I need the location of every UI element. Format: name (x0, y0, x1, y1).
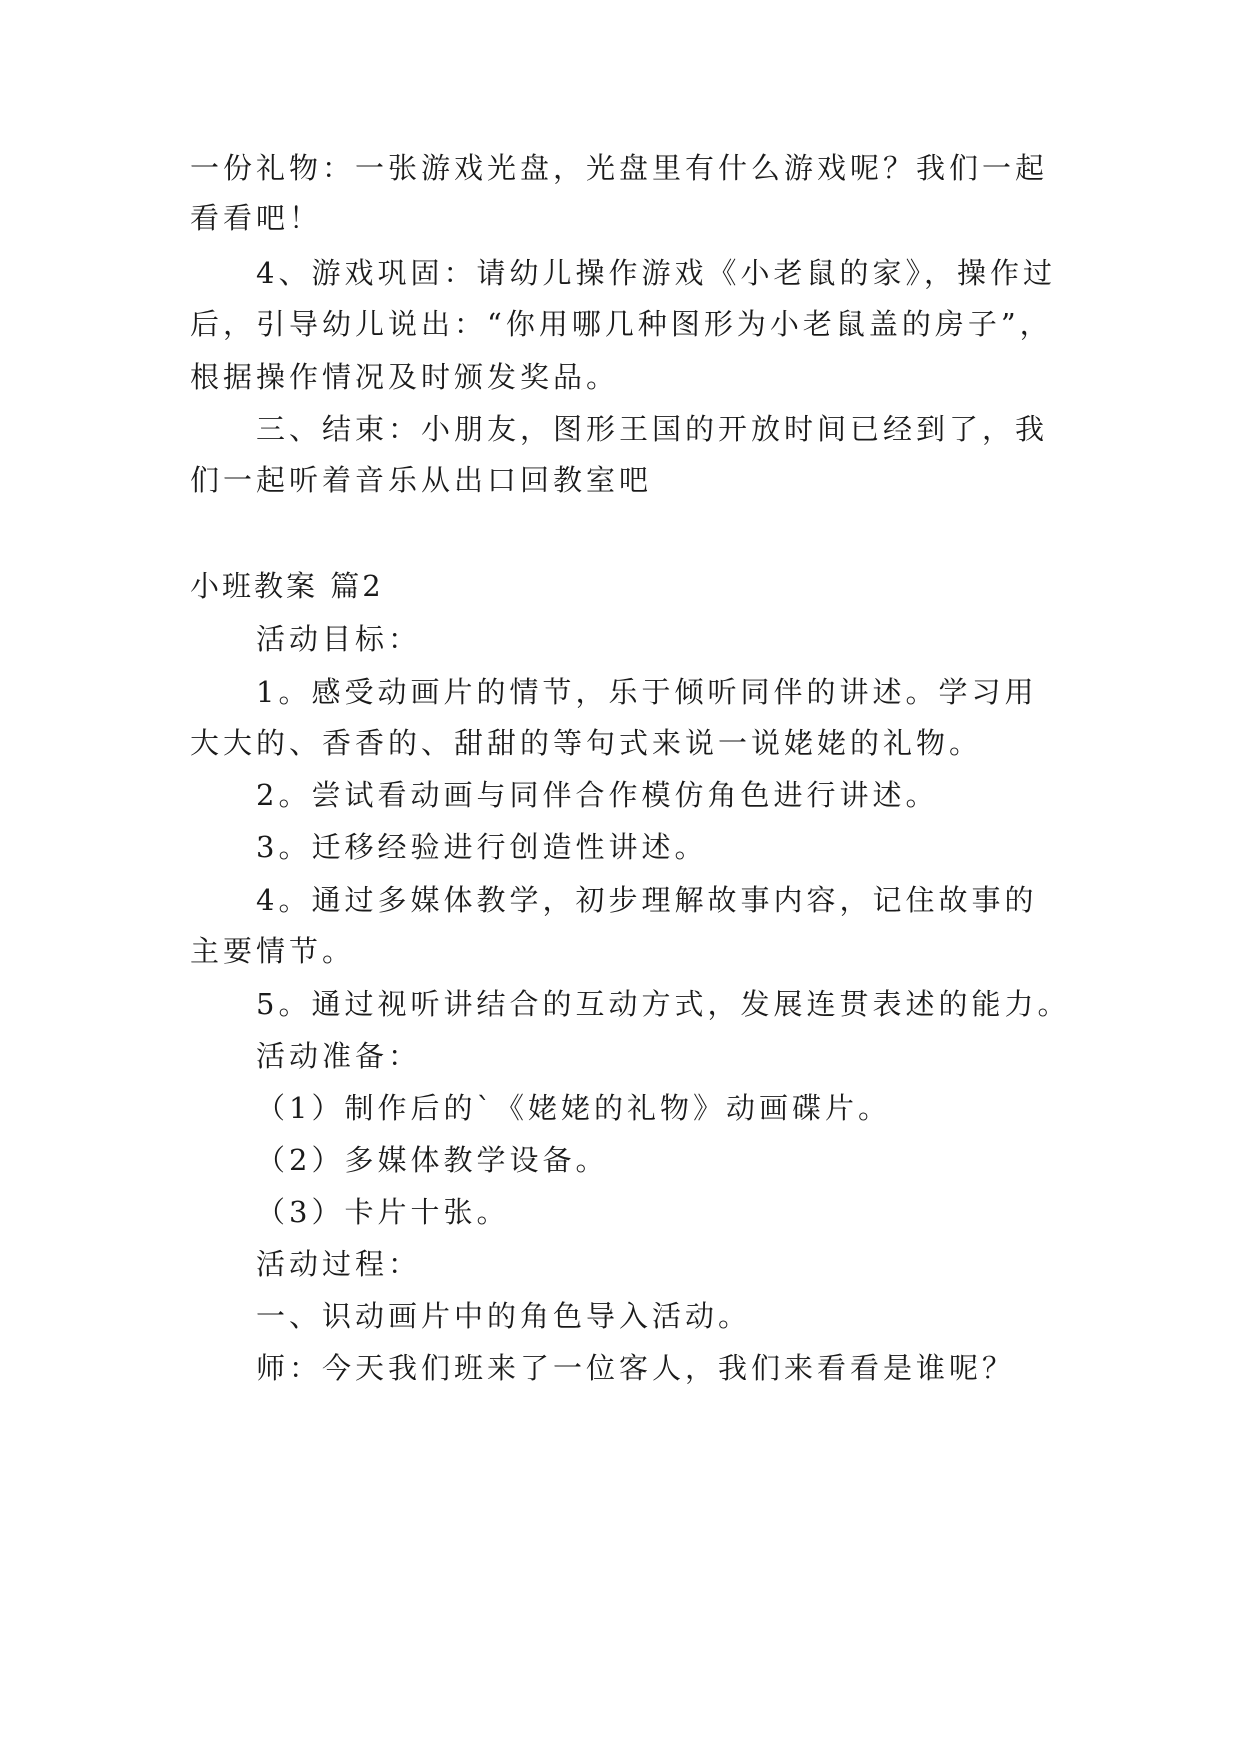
text-line: （3）卡片十张。 (256, 1195, 510, 1229)
text-line: 3。迁移经验进行创造性讲述。 (256, 830, 708, 864)
text-line: 4、游戏巩固：请幼儿操作游戏《小老鼠的家》，操作过 (256, 256, 1056, 290)
text-line: 根据操作情况及时颁发奖品。 (190, 360, 620, 394)
text-line: 4。通过多媒体教学，初步理解故事内容，记住故事的 (256, 883, 1038, 917)
text-line: 一、识动画片中的角色导入活动。 (256, 1299, 752, 1333)
text-line: （1）制作后的`《姥姥的礼物》动画碟片。 (256, 1091, 891, 1125)
section-heading: 小班教案 篇2 (190, 569, 384, 603)
text-line: 大大的、香香的、甜甜的等句式来说一说姥姥的礼物。 (190, 726, 983, 760)
text-line: 三、结束：小朋友，图形王国的开放时间已经到了，我 (256, 412, 1049, 446)
text-line: 活动目标： (256, 622, 422, 656)
text-line: 1。感受动画片的情节，乐于倾听同伴的讲述。学习用 (256, 675, 1038, 709)
text-line: 活动准备： (256, 1039, 422, 1073)
text-line: 5。通过视听讲结合的互动方式，发展连贯表述的能力。 (256, 987, 1071, 1021)
text-line: 们一起听着音乐从出口回教室吧 (190, 463, 653, 497)
text-line: 2。尝试看动画与同伴合作模仿角色进行讲述。 (256, 778, 939, 812)
text-line: （2）多媒体教学设备。 (256, 1143, 609, 1177)
text-line: 看看吧！ (190, 201, 323, 235)
text-line: 后，引导幼儿说出：“你用哪几种图形为小老鼠盖的房子”， (190, 307, 1053, 341)
text-line: 师：今天我们班来了一位客人，我们来看看是谁呢？ (256, 1351, 1016, 1385)
text-line: 一份礼物：一张游戏光盘，光盘里有什么游戏呢？我们一起 (190, 151, 1049, 185)
text-line: 活动过程： (256, 1247, 422, 1281)
text-line: 主要情节。 (190, 934, 356, 968)
